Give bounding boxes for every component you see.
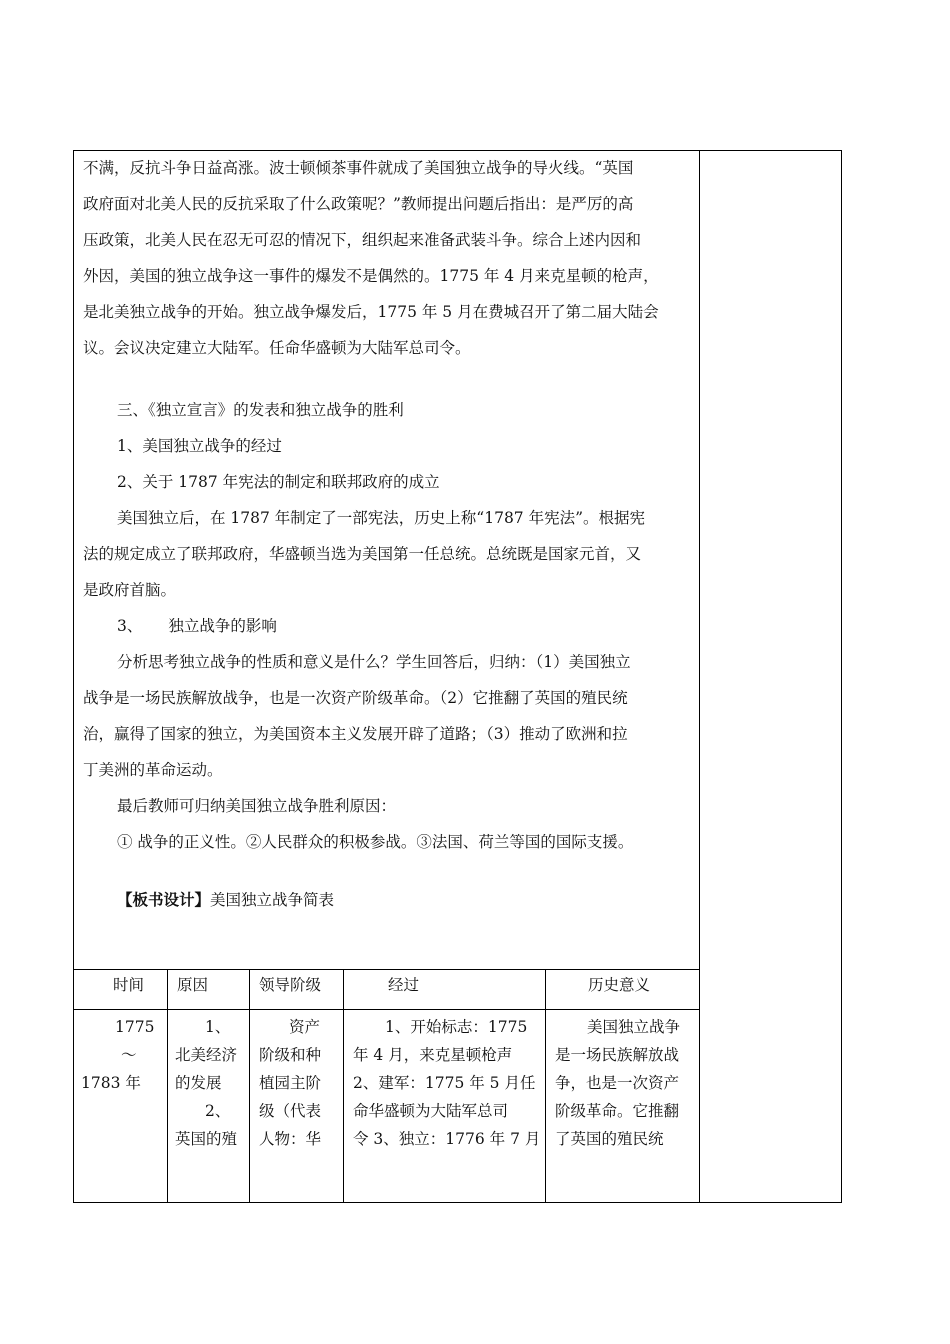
table-header-leader: 领导阶级 — [259, 976, 322, 994]
board-design-label: 【板书设计】 — [117, 890, 211, 909]
paragraph-line: 美国独立后，在 1787 年制定了一部宪法，历史上称“1787 年宪法”。根据宪 — [117, 509, 646, 527]
table-header-process: 经过 — [388, 976, 420, 994]
board-design-heading — [83, 882, 691, 918]
paragraph-line: ① 战争的正义性。②人民群众的积极参战。③法国、荷兰等国的国际支援。 — [117, 833, 634, 851]
paragraph-line: 分析思考独立战争的性质和意义是什么？学生回答后，归纳：（1）美国独立 — [117, 653, 631, 671]
paragraph-line: 议。会议决定建立大陆军。任命华盛顿为大陆军总司令。 — [83, 339, 471, 357]
paragraph-line: 外因，美国的独立战争这一事件的爆发不是偶然的。1775 年 4 月来克星顿的枪声， — [83, 267, 659, 285]
table-cell-leader: 资产 阶级和种 植园主阶 级（代表 人物：华 — [259, 1018, 322, 1148]
paragraph-line: 是政府首脑。 — [83, 581, 177, 599]
table-header-time: 时间 — [113, 976, 145, 994]
lesson-content — [83, 150, 691, 918]
table-cell-process: 1、开始标志：1775 年 4 月，来克星顿枪声 2、建军：1775 年 5 月任 命华盛顿为大陆军总司 令 3、独立：1776 年 7 月 — [353, 1018, 541, 1148]
table-cell-meaning: 美国独立战争 是一场民族解放战 争，也是一次资产 阶级革命。它推翻 了英国的殖民统 — [555, 1018, 681, 1148]
table-header-cause: 原因 — [177, 976, 209, 994]
paragraph-line: 政府面对北美人民的反抗采取了什么政策呢？”教师提出问题后指出：是严厉的高 — [83, 195, 634, 213]
paragraph-line: 丁美洲的革命运动。 — [83, 761, 223, 779]
paragraph-line: 是北美独立战争的开始。独立战争爆发后，1775 年 5 月在费城召开了第二届大陆会 — [83, 303, 659, 321]
subsection-item — [83, 608, 691, 644]
subsection-item: 1、美国独立战争的经过 — [117, 437, 282, 455]
board-design-title: 美国独立战争简表 — [210, 891, 335, 909]
section-heading: 三、《独立宣言》的发表和独立战争的胜利 — [117, 401, 404, 419]
paragraph-line: 战争是一场民族解放战争，也是一次资产阶级革命。（2）它推翻了英国的殖民统 — [83, 689, 628, 707]
subsection-item: 2、关于 1787 年宪法的制定和联邦政府的成立 — [117, 473, 440, 491]
item-number: 3、 — [117, 617, 143, 635]
paragraph-line: 不满，反抗斗争日益高涨。波士顿倾茶事件就成了美国独立战争的导火线。“英国 — [83, 159, 634, 177]
paragraph-line: 压政策，北美人民在忍无可忍的情况下，组织起来准备武装斗争。综合上述内因和 — [83, 231, 642, 249]
paragraph-line: 法的规定成立了联邦政府，华盛顿当选为美国第一任总统。总统既是国家元首，又 — [83, 545, 642, 563]
table-cell-cause: 1、 北美经济 的发展 2、 英国的殖 — [175, 1018, 238, 1148]
table-header-meaning: 历史意义 — [588, 976, 651, 994]
paragraph-line: 治，赢得了国家的独立，为美国资本主义发展开辟了道路；（3）推动了欧洲和拉 — [83, 725, 628, 743]
table-cell-time: 1775 ～ 1783 年 — [81, 1018, 155, 1092]
paragraph-line: 最后教师可归纳美国独立战争胜利原因： — [117, 797, 397, 815]
item-text: 独立战争的影响 — [168, 617, 277, 635]
war-summary-table — [73, 969, 700, 1203]
